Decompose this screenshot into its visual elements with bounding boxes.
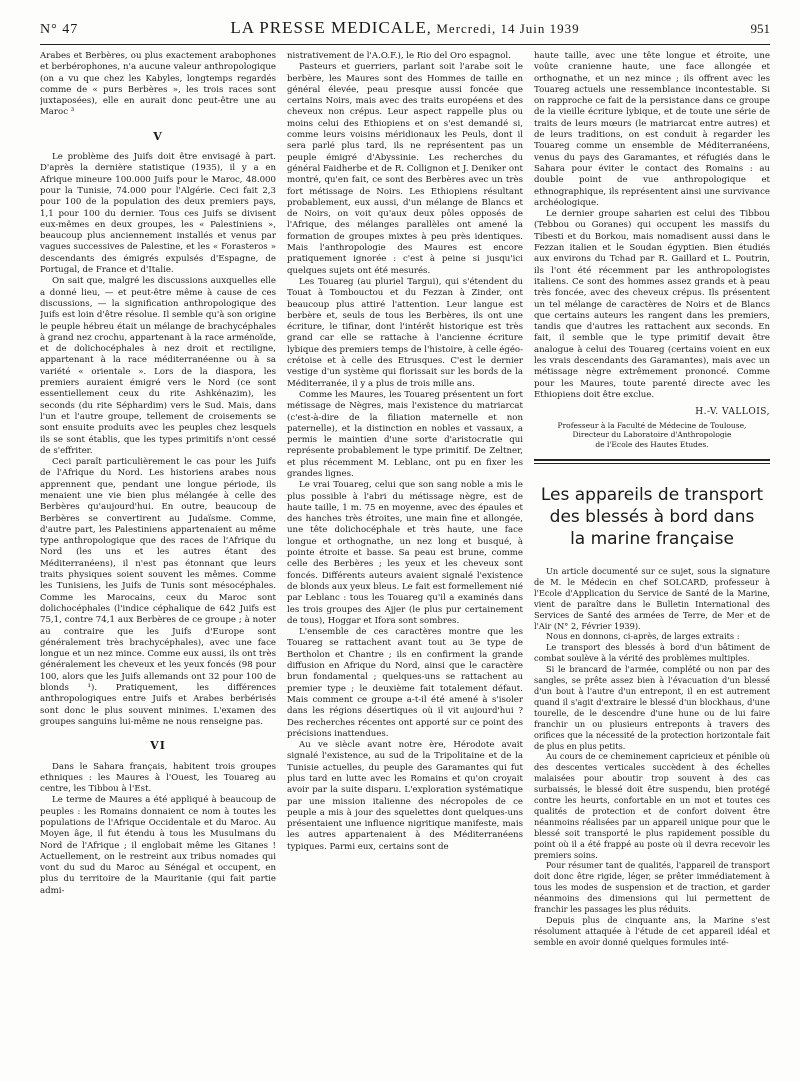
paragraph: Arabes et Berbères, ou plus exactement arabophones et berbérophones, n'a aucune valeur anthropologique (on a vu que chez les Kabyles, longtemps regardés comme de « purs Berbères », les trois races sont juxtaposées), elle en aurait donc peut-être une au Maroc ³ <box>40 51 276 118</box>
paragraph: L'ensemble de ces caractères montre que les Touareg se rattachent avant tout au 3e type de Bertholon et Chantre ; ils en confirment la grande diffusion en Afrique du Nord, ainsi que le caractère brun fondamental ; quelques-uns se rattachent au premier type ; le deuxième fait totalement défaut. Mais comment ce groupe a-t-il été amené à s'isoler dans les régions désertiques où il vit aujourd'hui ? Des recherches récentes ont apporté sur ce point des précisions inattendues. <box>287 627 523 739</box>
paragraph: nistrativement de l'A.O.F.), le Rio del Oro espagnol. <box>287 51 511 61</box>
paragraph: Les Touareg (au pluriel Targui), qui s'étendent du Touat à Tombouctou et du Fezzan à Zinder, ont beaucoup plus attiré l'attention. Leur langue est berbère et, seuls de tous les Berbères, ils ont une écriture, le tifinar, dont l'intérêt historique est très grand car elle se rattache à l'ancienne écriture lybique des premiers temps de l'histoire, à celle égéo-crétoise et à celle des Etrusques. C'est le dernier vestige d'un système qui florissait sur les bords de la Méditerranée, il y a plus de trois mille ans. <box>287 276 523 389</box>
paragraph: Le problème des Juifs doit être envisagé à part. D'après la dernière statistique (1935), il y a en Afrique mineure 100.000 Juifs pour le Maroc, 48.000 pour la Tunisie, 74.000 pour l'Algérie. Ceci fait 2,3 pour 100 de la population des deux premiers pays, 1,1 pour 100 du dernier. Tous ces Juifs se divisent eux-mêmes en deux groupes, les « Palestiniens », beaucoup plus anciennement installés et venus par vagues successives de Palestine, et les « Forasteros » descendants des émigrés expulsés d'Espagne, de Portugal, de France et d'Italie. <box>40 152 276 276</box>
paragraph: haute taille, avec une tête longue et étroite, une voûte cranienne haute, une face allongée et orthognathe, et un nez mince ; ils offrent avec les Touareg actuels une ressemblance incontestable. Si on rapproche ce fait de la persistance dans ce groupe de la vieille écriture lybique, et de toute une série de traits de leurs mœurs (le matriarcat entre autres) et de leurs traditions, on est conduit à regarder les Touareg comme un ensemble de Méditerranéens, venus du pays des Garamantes, et réfugiés dans le Sahara pour éviter le contact des Romains : au double point de vue anthropologique et ethnographique, ils représentent ainsi une survivance archéologique. <box>534 51 770 208</box>
paragraph: Depuis plus de cinquante ans, la Marine s'est résolument attaquée à l'étude de cet appareil idéal et semble en avoir donné quelques formules inté- <box>534 915 770 947</box>
author-signature: H.-V. VALLOIS, <box>695 407 770 418</box>
paragraph: On sait que, malgré les discussions auxquelles elle a donné lieu, — et peut-être même à cause de ces discussions, — la signification anthropologique des Juifs est loin d'être résolue. Il semble qu'à son origine le peuple hébreu était un mélange de brachycéphales à grand nez crochu, appartenant à la race arménoïde, et de dolichocéphales à nez droit et rectiligne, appartenant à la race méditerranéenne ou à sa variété « orientale ». Lors de la diaspora, les premiers auraient émigré vers le Nord (ce sont essentiellement ceux du rite Ashkénazim), les seconds (du rite Séphardim) vers le Sud. Mais, dans l'un et l'autre groupe, tellement de croisements se sont ensuite produits avec les peuples chez lesquels ils se sont établis, que les types primitifs n'ont cessé de s'effriter. <box>40 276 276 456</box>
running-title: LA PRESSE MEDICALE, Mercredi, 14 Juin 1939 <box>230 18 580 37</box>
section-number: VI <box>150 739 166 753</box>
text-columns <box>40 51 770 1076</box>
author-affiliation: de l'Ecole des Hautes Etudes. <box>595 439 709 449</box>
paragraph: Nous en donnons, ci-après, de larges extraits : <box>546 631 740 642</box>
paragraph: Le dernier groupe saharien est celui des Tibbou (Tebbou ou Goranes) qui occupent les massifs du Tibesti et du Borkou, mais nomadisent aussi dans le Fezzan italien et le Soudan égyptien. Bien étudiés aux environs du Tchad par R. Gaillard et L. Poutrin, ils l'ont été récemment par les anthropologistes italiens. Ce sont des hommes assez grands et à peau très foncée, avec des cheveux crépus. Ils présentent un tel mélange de caractères de Noirs et de Blancs que certains auteurs les rangent dans les premiers, tandis que d'autres les rattachent aux seconds. En fait, il semble que le type primitif devait être analogue à celui des Touareg (certains voient en eux les vrais descendants des Garamantes), mais avec un métissage nègre extrêmement prononcé. Comme pour les Maures, toute parenté directe avec les Ethiopiens doit être exclue. <box>534 209 770 400</box>
issue-date: Mercredi, 14 Juin 1939 <box>436 21 580 36</box>
author-affiliation: Directeur du Laboratoire d'Anthropologie <box>572 430 732 439</box>
paragraph: Au ve siècle avant notre ère, Hérodote avait signalé l'existence, au sud de la Tripolitaine et de la Tunisie actuelles, du peuple des Garamantes qui fut plus tard en lutte avec les Romains et qu'on croyait avoir par la suite disparu. L'exploration systématique par une mission italienne des nécropoles de ce peuple a mis à jour des squelettes dont quelques-uns présentaient une influence nigritique manifeste, mais les autres appartenaient à des Méditerranéens typiques. Parmi eux, certains sont de <box>287 740 523 852</box>
article-body <box>534 566 770 948</box>
paragraph: Le transport des blessés à bord d'un bâtiment de combat soulève à la vérité des problèmes multiples. <box>534 642 770 664</box>
paragraph: Un article documenté sur ce sujet, sous la signature de M. le Médecin en chef SOLCARD, professeur à l'Ecole d'Application du Service de Santé de la Marine, vient de paraître dans le Bulletin International des Services de Santé des armées de Terre, de Mer et de l'Air (N° 2, Février 1939). <box>534 566 770 631</box>
author-affiliation: Professeur à la Faculté de Médecine de Toulouse, <box>557 420 747 430</box>
section-divider <box>534 463 770 464</box>
issue-number: N° 47 <box>40 22 79 37</box>
paragraph: Comme les Maures, les Touareg présentent un fort métissage de Nègres, mais l'existence du matriarcat (c'est-à-dire de la filiation maternelle et non paternelle), et la distinction en nobles et vassaux, a permis le maintien d'une sorte d'aristocratie qui représente probablement le type primitif. De Zeltner, et plus récemment M. Leblanc, ont pu en fixer les grandes lignes. <box>287 389 523 479</box>
paragraph: Si le brancard de l'armée, complété ou non par des sangles, se prête assez bien à l'évacuation d'un blessé d'un bout à l'autre d'un entrepont, il en est autrement quand il s'agit d'extraire le blessé d'un blockhaus, d'une tourelle, de le descendre d'une hune ou de lui faire franchir un ou plusieurs entreponts à travers des orifices que la nécessité de la protection horizontale fait de plus en plus petits. <box>534 664 770 751</box>
section-divider <box>534 459 770 461</box>
section-number: V <box>153 129 163 143</box>
paragraph: Dans le Sahara français, habitent trois groupes ethniques : les Maures à l'Ouest, les Touareg au centre, les Tibbou à l'Est. <box>40 761 276 795</box>
paragraph: Au cours de ce cheminement capricieux et pénible où des descentes verticales succèdent à des échelles malaisées pour aboutir trop souvent à des cas surbaissés, le blessé doit être suspendu, bien protégé contre les heurts, confortable en un mot et toutes ces qualités de protection et de confort doivent être néanmoins réalisées par un appareil unique pour que le blessé soit transporté le plus rapidement possible du point où il a été frappé au poste où il devra recevoir les premiers soins. <box>534 751 770 860</box>
article-headline: Les appareils de transport des blessés à bord dans la marine française <box>540 485 764 549</box>
column-1 <box>40 51 276 1076</box>
page-number: 951 <box>750 21 770 36</box>
paragraph: Pasteurs et guerriers, parlant soit l'arabe soit le berbère, les Maures sont des Hommes de taille en général élevée, peau presque aussi foncée que certains Noirs, mais avec des traits européens et des cheveux non crépus. Leur aspect rappelle plus ou moins celui des Ethiopiens et on s'est demandé si, comme leurs voisins méridionaux les Peuls, dont il sera parlé plus tard, ils ne représentent pas un peuple émigré d'Abyssinie. Les recherches du général Faidherbe et de R. Collignon et J. Deniker ont montré, qu'en fait, ce sont des Berbères avec un très fort métissage de Noirs. Les Ethiopiens résultant probablement, eux aussi, d'un mélange de Blancs et de Noirs, on voit qu'aux deux pôles opposés de l'Afrique, des mélanges parallèles ont amené la formation de groupes mixtes à peu près identiques. Mais l'anthropologie des Maures est encore pratiquement ignorée : c'est à peine si jusqu'ici quelques sujets ont été mesurés. <box>287 62 523 276</box>
paragraph: Ceci paraît particulièrement le cas pour les Juifs de l'Afrique du Nord. Les historiens arabes nous apprennent que, pendant une longue période, ils menaient une vie bien plus mélangée à celle des Berbères qu'aujourd'hui. En outre, beaucoup de Berbères se convertirent au Judaïsme. Comme, d'autre part, les Palestiniens appartenaient au même type anthropologique que des races de l'Afrique du Nord (les uns et les autres étant des Méditerranéens), il n'est pas étonnant que leurs traits physiques soient souvent les mêmes. Comme les Tunisiens, les Juifs de Tunis sont mésocéphales. Comme les Marocains, ceux du Maroc sont dolichocéphales (l'indice céphalique de 642 Juifs est 75,1, contre 74,1 aux Berbères de ce groupe ; à noter au contraire que les Juifs d'Europe sont généralement très brachycéphales), avec une face longue et un nez mince. Comme eux aussi, ils ont très généralement les cheveux et les yeux foncés (98 pour 100, alors que les Juifs allemands ont 32 pour 100 de blonds ¹). Pratiquement, les différences anthropologiques entre Juifs et Arabes berbérisés sont donc le plus souvent minimes. L'examen des groupes sanguins lui-même ne nous renseigne pas. <box>40 457 276 727</box>
column-2 <box>287 51 523 1076</box>
paragraph: Pour résumer tant de qualités, l'appareil de transport doit donc être rigide, léger, se prêter immédiatement à tous les modes de suspension et de traction, et garder néanmoins des dimensions qui lui permettent de franchir les passages les plus réduits. <box>534 860 770 915</box>
column-3 <box>534 51 770 1076</box>
paragraph: Le terme de Maures a été appliqué à beaucoup de peuples : les Romains donnaient ce nom à toutes les populations de l'Afrique Occidentale et du Maroc. Au Moyen âge, il fut étendu à tous les Musulmans du Nord de l'Afrique ; il englobait même les Gitanes ! Actuellement, on le restreint aux tribus nomades qui vont du sud du Maroc au Sénégal et occupent, en plus du territoire de la Mauritanie (qui fait partie admi- <box>40 795 276 896</box>
journal-name: LA PRESSE MEDICALE <box>230 18 427 37</box>
running-head <box>40 18 770 45</box>
paragraph: Le vrai Touareg, celui que son sang noble a mis le plus possible à l'abri du métissage nègre, est de haute taille, 1 m. 75 en moyenne, avec des épaules et des hanches très étroites, une main fine et allongée, une tête dolichocéphale et très haute, une face longue et orthognathe, un nez long et busqué, à pointe étroite et basse. Sa peau est brune, comme celle des Berbères ; les yeux et les cheveux sont foncés. Différents auteurs avaient signalé l'existence de blonds aux yeux bleus. Le fait est formellement nié par Leblanc : tous les Touareg qu'il a examinés dans les trois groupes des Ajjer (le plus pur certainement de tous), Hoggar et Ifora sont sombres. <box>287 480 523 626</box>
